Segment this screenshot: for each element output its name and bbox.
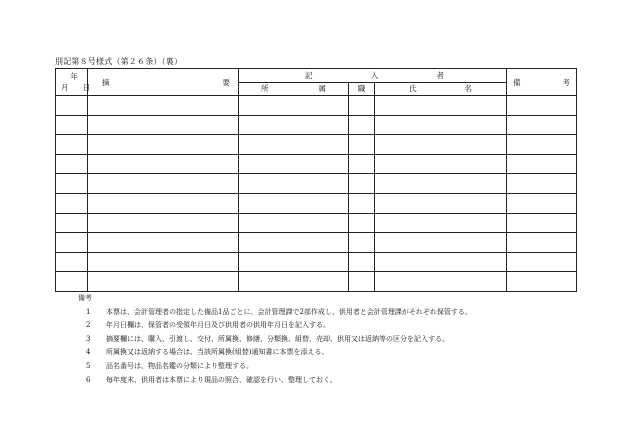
- note-number: 4: [86, 348, 91, 357]
- note-item: [70, 346, 472, 360]
- name-cell[interactable]: [375, 252, 507, 272]
- ledger-row: [56, 272, 577, 292]
- ledger-row: [56, 233, 577, 253]
- name-cell[interactable]: [375, 135, 507, 155]
- name-cell[interactable]: [375, 272, 507, 292]
- dept-cell[interactable]: [239, 193, 349, 213]
- ledger-row: [56, 96, 577, 116]
- note-text: 摘要欄には、購入、引渡し、交付、所属換、修繕、分類換、組替、売却、供用又は返納等の区分を記入する。: [106, 334, 449, 343]
- note-item: [70, 333, 472, 347]
- summary-cell[interactable]: [88, 115, 239, 135]
- dept-header-char-1: 所: [261, 84, 269, 94]
- date-cell[interactable]: [56, 252, 88, 272]
- remarks-cell[interactable]: [507, 154, 577, 174]
- dept-cell[interactable]: [239, 154, 349, 174]
- dept-cell[interactable]: [239, 213, 349, 233]
- date-cell[interactable]: [56, 135, 88, 155]
- note-number: 6: [86, 375, 91, 384]
- date-header-year: 年: [70, 72, 78, 81]
- notes-section: [70, 292, 472, 387]
- date-header-day: 日: [82, 83, 90, 92]
- name-cell[interactable]: [375, 115, 507, 135]
- dept-header: [239, 82, 349, 96]
- note-number: 5: [86, 361, 91, 370]
- name-cell[interactable]: [375, 154, 507, 174]
- remarks-cell[interactable]: [507, 115, 577, 135]
- note-text: 所属換又は返納する場合は、当該所属換(組替)通知書に本票を添える。: [106, 348, 329, 357]
- summary-cell[interactable]: [88, 213, 239, 233]
- date-cell[interactable]: [56, 193, 88, 213]
- remarks-cell[interactable]: [507, 252, 577, 272]
- summary-cell[interactable]: [88, 154, 239, 174]
- remarks-cell[interactable]: [507, 233, 577, 253]
- remarks-cell[interactable]: [507, 193, 577, 213]
- entry-header-char-3: 者: [436, 70, 444, 80]
- name-cell[interactable]: [375, 96, 507, 116]
- ledger-table: [55, 68, 577, 292]
- dept-cell[interactable]: [239, 96, 349, 116]
- name-header: [375, 82, 507, 96]
- summary-cell[interactable]: [88, 233, 239, 253]
- dept-header-char-2: 属: [318, 84, 326, 94]
- dept-cell[interactable]: [239, 272, 349, 292]
- note-number: 3: [86, 334, 91, 343]
- dept-cell[interactable]: [239, 115, 349, 135]
- note-number: 1: [86, 307, 91, 316]
- rank-cell[interactable]: [349, 135, 375, 155]
- dept-cell[interactable]: [239, 252, 349, 272]
- rank-cell[interactable]: [349, 115, 375, 135]
- summary-header-char-1: 摘: [102, 77, 110, 87]
- date-cell[interactable]: [56, 174, 88, 194]
- rank-cell[interactable]: [349, 96, 375, 116]
- notes-heading: 備考: [78, 294, 92, 302]
- date-header-month: 月: [61, 83, 69, 92]
- summary-cell[interactable]: [88, 174, 239, 194]
- remarks-cell[interactable]: [507, 213, 577, 233]
- note-item: [70, 319, 472, 333]
- remarks-cell[interactable]: [507, 272, 577, 292]
- name-header-char-2: 名: [464, 84, 472, 94]
- remarks-header-char-2: 考: [562, 77, 570, 87]
- name-cell[interactable]: [375, 213, 507, 233]
- form-title: 別記第８号様式（第２６条）（裏）: [55, 57, 183, 66]
- ledger-body: [56, 96, 577, 292]
- summary-header-char-2: 要: [222, 77, 230, 87]
- date-cell[interactable]: [56, 96, 88, 116]
- rank-header: 職: [349, 82, 375, 96]
- date-cell[interactable]: [56, 115, 88, 135]
- summary-cell[interactable]: [88, 272, 239, 292]
- summary-cell[interactable]: [88, 252, 239, 272]
- name-cell[interactable]: [375, 233, 507, 253]
- name-header-char-1: 氏: [409, 84, 417, 94]
- note-text: 年月日欄は、保管者の受領年月日及び供用者の供用年月日を記入する。: [106, 321, 330, 330]
- note-number: 2: [86, 321, 91, 330]
- ledger-row: [56, 213, 577, 233]
- remarks-header-char-1: 備: [513, 77, 521, 87]
- entry-header-char-2: 入: [370, 70, 379, 80]
- remarks-header: [507, 69, 577, 96]
- ledger-row: [56, 252, 577, 272]
- note-item: [70, 374, 472, 388]
- summary-cell[interactable]: [88, 96, 239, 116]
- note-item: [70, 360, 472, 374]
- ledger-row: [56, 135, 577, 155]
- remarks-cell[interactable]: [507, 135, 577, 155]
- rank-cell[interactable]: [349, 252, 375, 272]
- entry-header-char-1: 記: [305, 70, 313, 80]
- rank-cell[interactable]: [349, 193, 375, 213]
- summary-header: [88, 69, 239, 96]
- notes-list: [70, 306, 472, 388]
- rank-cell[interactable]: [349, 213, 375, 233]
- rank-cell[interactable]: [349, 174, 375, 194]
- rank-cell[interactable]: [349, 233, 375, 253]
- note-text: 本票は、会計管理者の指定した備品1品ごとに、会計管理課で2部作成し、供用者と会計管理課がそれぞれ保管する。: [106, 307, 472, 316]
- rank-cell[interactable]: [349, 272, 375, 292]
- summary-cell[interactable]: [88, 193, 239, 213]
- ledger-row: [56, 154, 577, 174]
- date-cell[interactable]: [56, 213, 88, 233]
- note-text: 品名番号は、物品名鑑の分類により整理する。: [106, 361, 253, 370]
- dept-cell[interactable]: [239, 135, 349, 155]
- dept-cell[interactable]: [239, 233, 349, 253]
- remarks-cell[interactable]: [507, 96, 577, 116]
- date-header: [56, 69, 88, 96]
- note-item: [70, 306, 472, 320]
- name-cell[interactable]: [375, 193, 507, 213]
- date-cell[interactable]: [56, 272, 88, 292]
- name-cell[interactable]: [375, 174, 507, 194]
- entry-person-header: [239, 69, 507, 83]
- ledger-row: [56, 115, 577, 135]
- note-text: 毎年度末、供用者は本票により現品の照合、確認を行い、整理しておく。: [106, 375, 337, 384]
- date-cell[interactable]: [56, 154, 88, 174]
- remarks-cell[interactable]: [507, 174, 577, 194]
- ledger-row: [56, 193, 577, 213]
- ledger-row: [56, 174, 577, 194]
- rank-cell[interactable]: [349, 154, 375, 174]
- summary-cell[interactable]: [88, 135, 239, 155]
- dept-cell[interactable]: [239, 174, 349, 194]
- date-cell[interactable]: [56, 233, 88, 253]
